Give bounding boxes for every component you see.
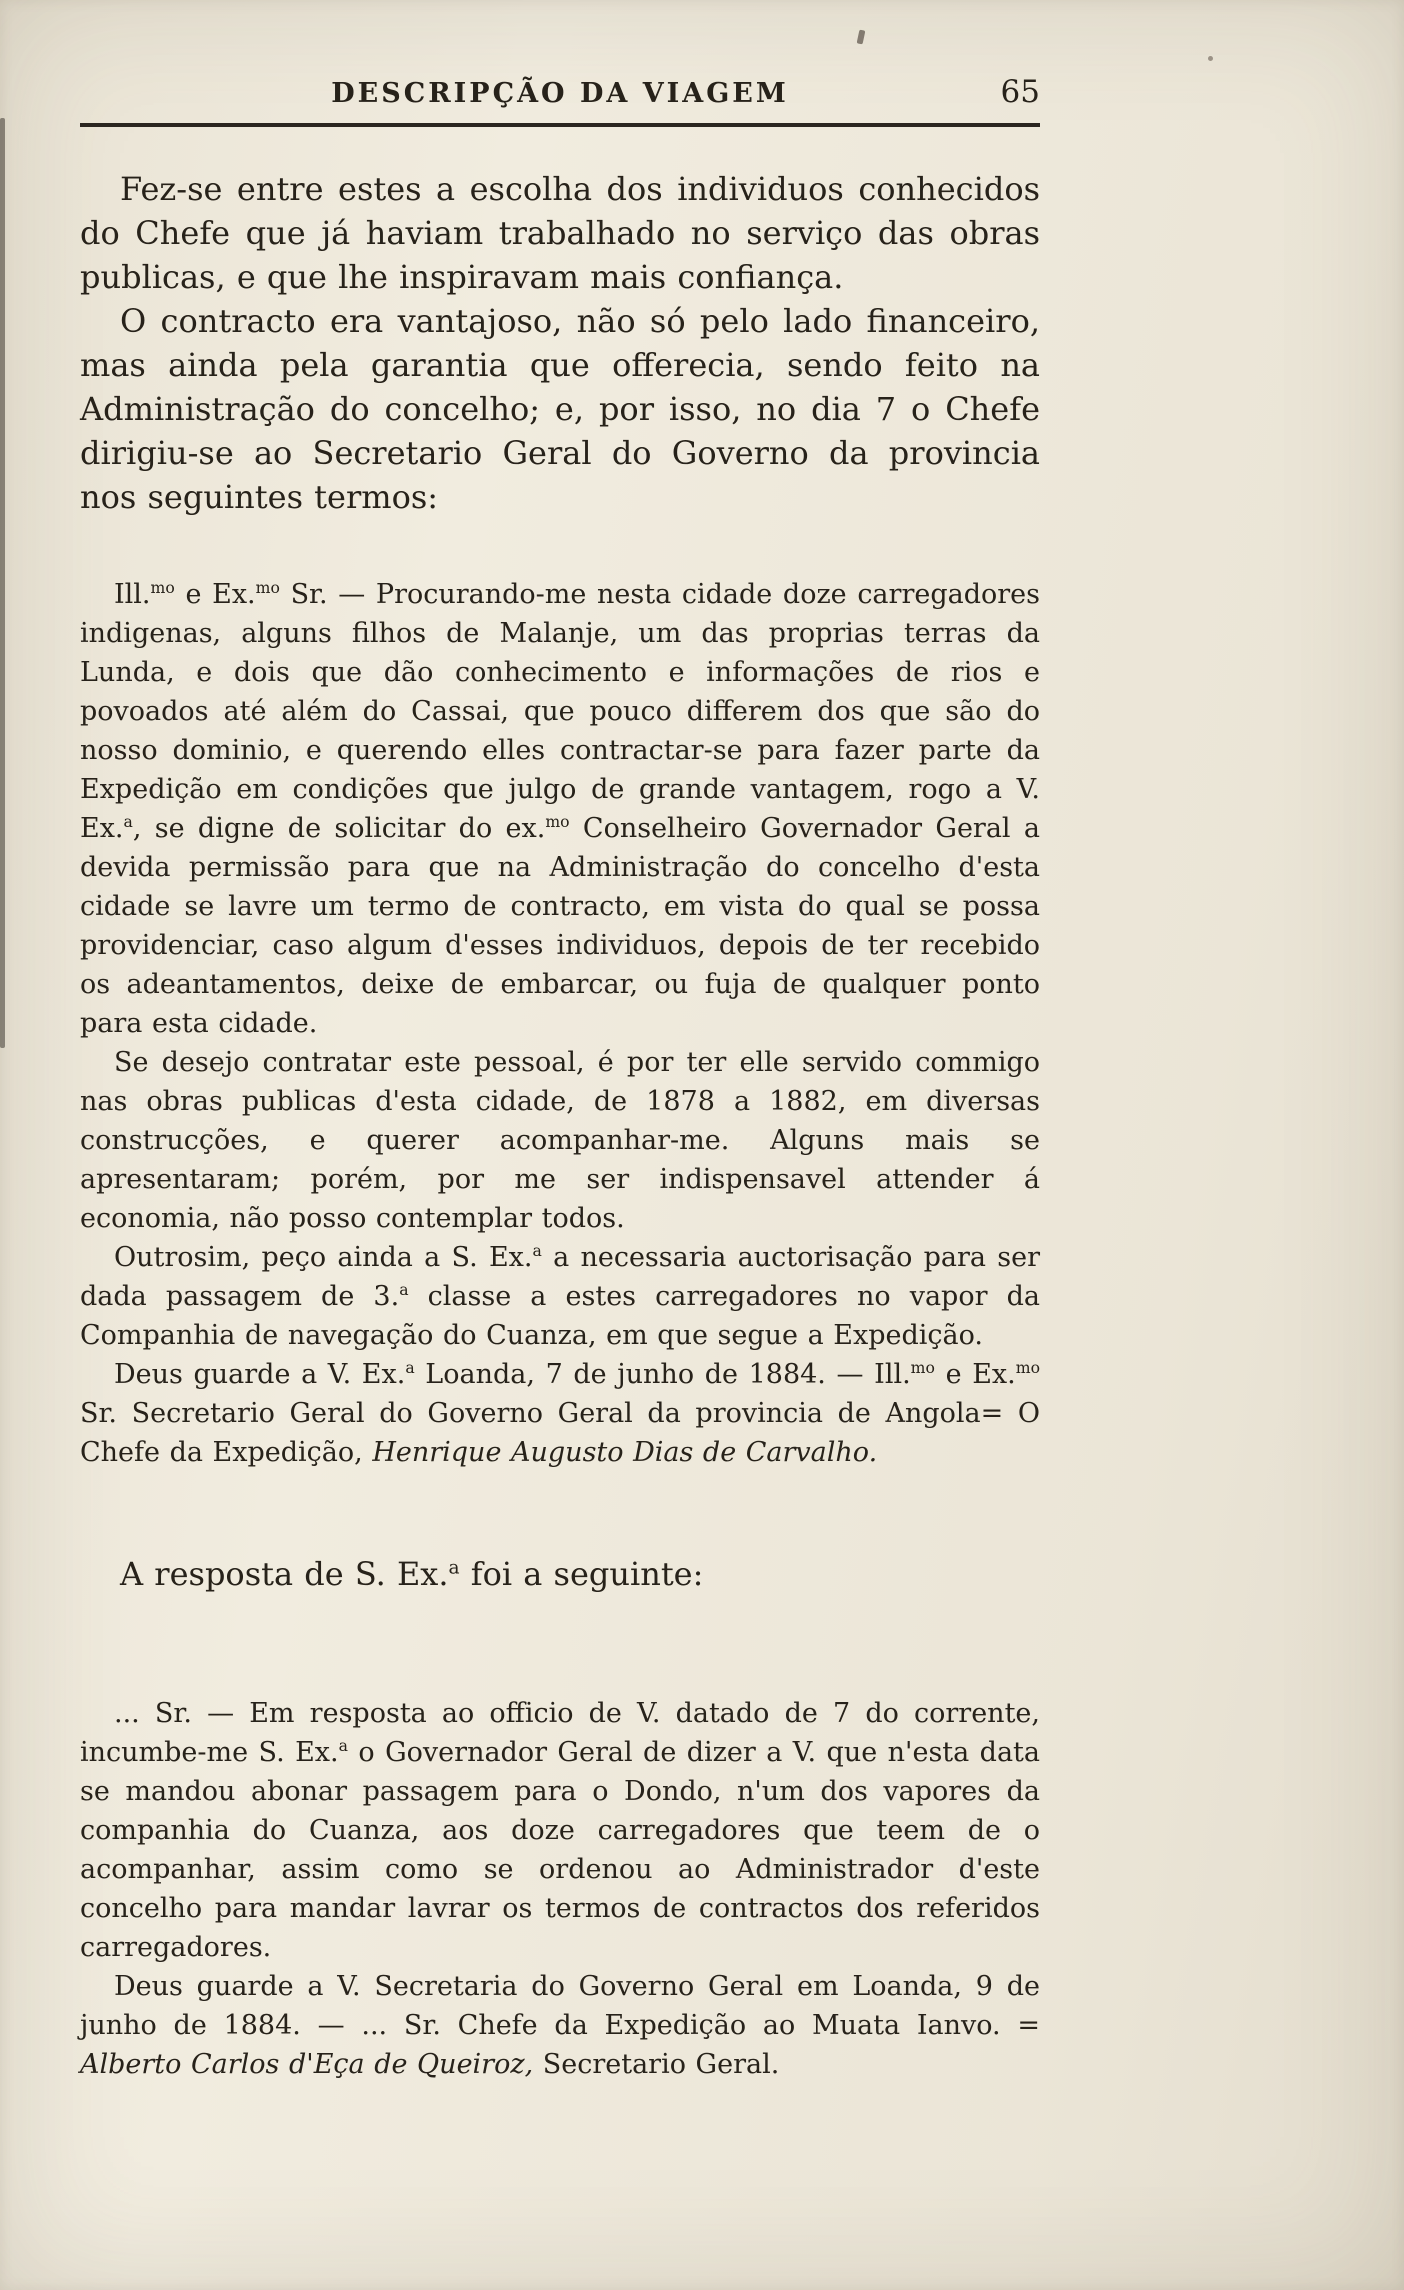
text-column	[80, 0, 1040, 2084]
page-number: 65	[1000, 74, 1040, 110]
letter-paragraph: Se desejo contratar este pessoal, é por ter elle servido commigo nas obras publicas d'esta cidade, de 1878 a 1882, em diversas construcções, e querer acompanhar-me. Alguns mais se apresentaram; porém, por me ser indispensavel attender á economia, não posso contemplar todos.	[80, 1047, 1040, 1234]
letter-paragraph-signature: Deus guarde a V. Secretaria do Governo Geral em Loanda, 9 de junho de 1884. — ... Sr. Chefe da Expedição ao Muata Ianvo. = Alberto Carlos d'Eça de Queiroz, Secretario Geral.	[80, 1971, 1040, 2080]
letter-to-secretary	[80, 575, 1040, 1472]
letter-paragraph: Ill.$^{mo}$ e Ex.$^{mo}$ Sr. — Procurando-me nesta cidade doze carregadores indigenas, alguns filhos de Malanje, um das proprias terras da Lunda, e dois que dão conhecimento e informações de rios e povoados até além do Cassai, que pouco differem dos que são do nosso dominio, e querendo elles contractar-se para fazer parte da Expedição em condições que julgo de grande vantagem, rogo a V. Ex.$^a$, se digne de solicitar do ex.$^{mo}$ Conselheiro Governador Geral a devida permissão para que na Administração do concelho d'esta cidade se lavre um termo de contracto, em vista do qual se possa providenciar, caso algum d'esses individuos, depois de ter recebido os adeantamentos, deixe de embarcar, ou fuja de qualquer ponto para esta cidade.	[80, 578, 1040, 1039]
paragraph-response-intro: A resposta de S. Ex.$^a$ foi a seguinte:	[120, 1555, 704, 1593]
letter-paragraph: ... Sr. — Em resposta ao officio de V. datado de 7 do corrente, incumbe-me S. Ex.$^a$ o Governador Geral de dizer a V. que n'esta data se mandou abonar passagem para o Dondo, n'um dos vapores da companhia do Cuanza, aos doze carregadores que teem de o acompanhar, assim como se ordenou ao Administrador d'este concelho para mandar lavrar os termos de contractos dos referidos carregadores.	[80, 1698, 1041, 1963]
running-head-title: DESCRIPÇÃO DA VIAGEM	[331, 78, 789, 109]
letter-paragraph: Outrosim, peço ainda a S. Ex.$^a$ a necessaria auctorisação para ser dada passagem de 3.$^a$ classe a estes carregadores no vapor da Companhia de navegação do Cuanza, em que segue a Expedição.	[80, 1241, 1041, 1351]
page-header	[80, 0, 1040, 110]
scan-edge-artifact	[0, 118, 5, 1048]
paragraph-intro-1: Fez-se entre estes a escolha dos individuos conhecidos do Chefe que já haviam trabalhado no serviço das obras publicas, e que lhe inspiravam mais confiança.	[80, 170, 1040, 296]
header-rule	[80, 123, 1040, 127]
paragraph-intro-2: O contracto era vantajoso, não só pelo lado financeiro, mas ainda pela garantia que offerecia, sendo feito na Administração do concelho; e, por isso, no dia 7 o Chefe dirigiu-se ao Secretario Geral do Governo da provincia nos seguintes termos:	[80, 302, 1040, 516]
page-text	[80, 167, 1040, 2084]
reply-letter	[80, 1694, 1040, 2084]
scan-speck	[1208, 56, 1213, 61]
letter-paragraph-signature: Deus guarde a V. Ex.$^a$ Loanda, 7 de junho de 1884. — Ill.$^{mo}$ e Ex.$^{mo}$ Sr. Secretario Geral do Governo Geral da provincia de Angola= O Chefe da Expedição, Henrique Augusto Dias de Carvalho.	[80, 1358, 1040, 1468]
